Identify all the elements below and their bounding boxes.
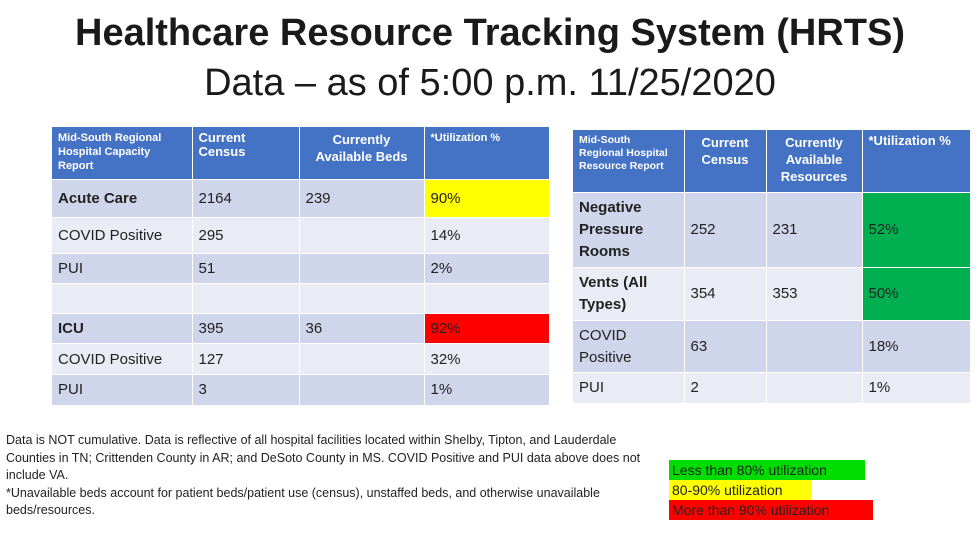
census-cell: 395	[192, 314, 299, 344]
table-row	[52, 218, 549, 254]
table-row	[52, 344, 549, 375]
column-header: Current Census	[684, 130, 766, 193]
table-row-spacer	[52, 284, 549, 314]
legend	[669, 460, 873, 520]
utilization-footnote: *Unavailable beds account for patient beds/patient use (census), unstaffed beds, and otherwise unavailable beds/resources.	[6, 485, 600, 517]
utilization-cell: 14%	[424, 218, 549, 254]
row-label: PUI	[52, 254, 192, 284]
census-cell: 3	[192, 375, 299, 405]
census-cell: 295	[192, 218, 299, 254]
utilization-cell: 18%	[862, 321, 970, 373]
available-cell	[299, 375, 424, 405]
utilization-cell: 52%	[862, 193, 970, 268]
table-row	[573, 373, 970, 403]
table-row	[573, 268, 970, 321]
available-cell	[766, 373, 862, 403]
utilization-cell: 2%	[424, 254, 549, 284]
column-header: *Utilization %	[424, 127, 549, 180]
table-row	[573, 193, 970, 268]
column-header: Currently Available Resources	[766, 130, 862, 193]
table-row	[52, 314, 549, 344]
utilization-cell: 1%	[424, 375, 549, 405]
available-cell	[299, 254, 424, 284]
row-label	[52, 284, 192, 314]
column-header: *Utilization %	[862, 130, 970, 193]
census-cell: 51	[192, 254, 299, 284]
census-cell: 127	[192, 344, 299, 375]
capacity-table	[52, 127, 550, 405]
available-cell	[299, 284, 424, 314]
table-header-row	[573, 130, 970, 193]
legend-red: More than 90% utilization	[669, 500, 873, 520]
available-cell: 239	[299, 180, 424, 218]
utilization-cell: 32%	[424, 344, 549, 375]
available-cell	[299, 218, 424, 254]
data-note: Data is NOT cumulative. Data is reflective of all hospital facilities located within Shelby, Tipton, and Lauderdale Counties in TN; Crittenden County in AR; and DeSoto County in MS. COVID Positive and PUI data above does not include VA.	[6, 433, 641, 482]
page-subtitle: Data – as of 5:00 p.m. 11/25/2020	[204, 62, 776, 104]
census-cell: 2164	[192, 180, 299, 218]
utilization-cell: 92%	[424, 314, 549, 344]
table-row	[52, 254, 549, 284]
legend-yellow: 80-90% utilization	[669, 480, 811, 500]
census-cell	[192, 284, 299, 314]
census-cell: 252	[684, 193, 766, 268]
column-header: Mid-South Regional Hospital Capacity Report	[52, 127, 192, 180]
table-row	[573, 321, 970, 373]
available-cell: 36	[299, 314, 424, 344]
utilization-cell	[424, 284, 549, 314]
row-label: COVID Positive	[573, 321, 684, 373]
census-cell: 63	[684, 321, 766, 373]
table-row	[52, 375, 549, 405]
row-label: PUI	[573, 373, 684, 403]
available-cell: 231	[766, 193, 862, 268]
resource-table	[573, 130, 971, 403]
utilization-cell: 90%	[424, 180, 549, 218]
row-label: COVID Positive	[52, 218, 192, 254]
row-label: COVID Positive	[52, 344, 192, 375]
column-header: Current Census	[192, 127, 299, 180]
page-title: Healthcare Resource Tracking System (HRTS)	[75, 12, 905, 54]
table-row	[52, 180, 549, 218]
row-label: Vents (All Types)	[573, 268, 684, 321]
row-label: ICU	[52, 314, 192, 344]
row-label: PUI	[52, 375, 192, 405]
utilization-cell: 1%	[862, 373, 970, 403]
census-cell: 2	[684, 373, 766, 403]
column-header: Currently Available Beds	[299, 127, 424, 180]
utilization-cell: 50%	[862, 268, 970, 321]
table-header-row	[52, 127, 549, 180]
row-label: Acute Care	[52, 180, 192, 218]
census-cell: 354	[684, 268, 766, 321]
available-cell	[766, 321, 862, 373]
legend-green: Less than 80% utilization	[669, 460, 865, 480]
column-header: Mid-South Regional Hospital Resource Report	[573, 130, 684, 193]
available-cell	[299, 344, 424, 375]
footnotes	[6, 432, 646, 520]
row-label: Negative Pressure Rooms	[573, 193, 684, 268]
available-cell: 353	[766, 268, 862, 321]
